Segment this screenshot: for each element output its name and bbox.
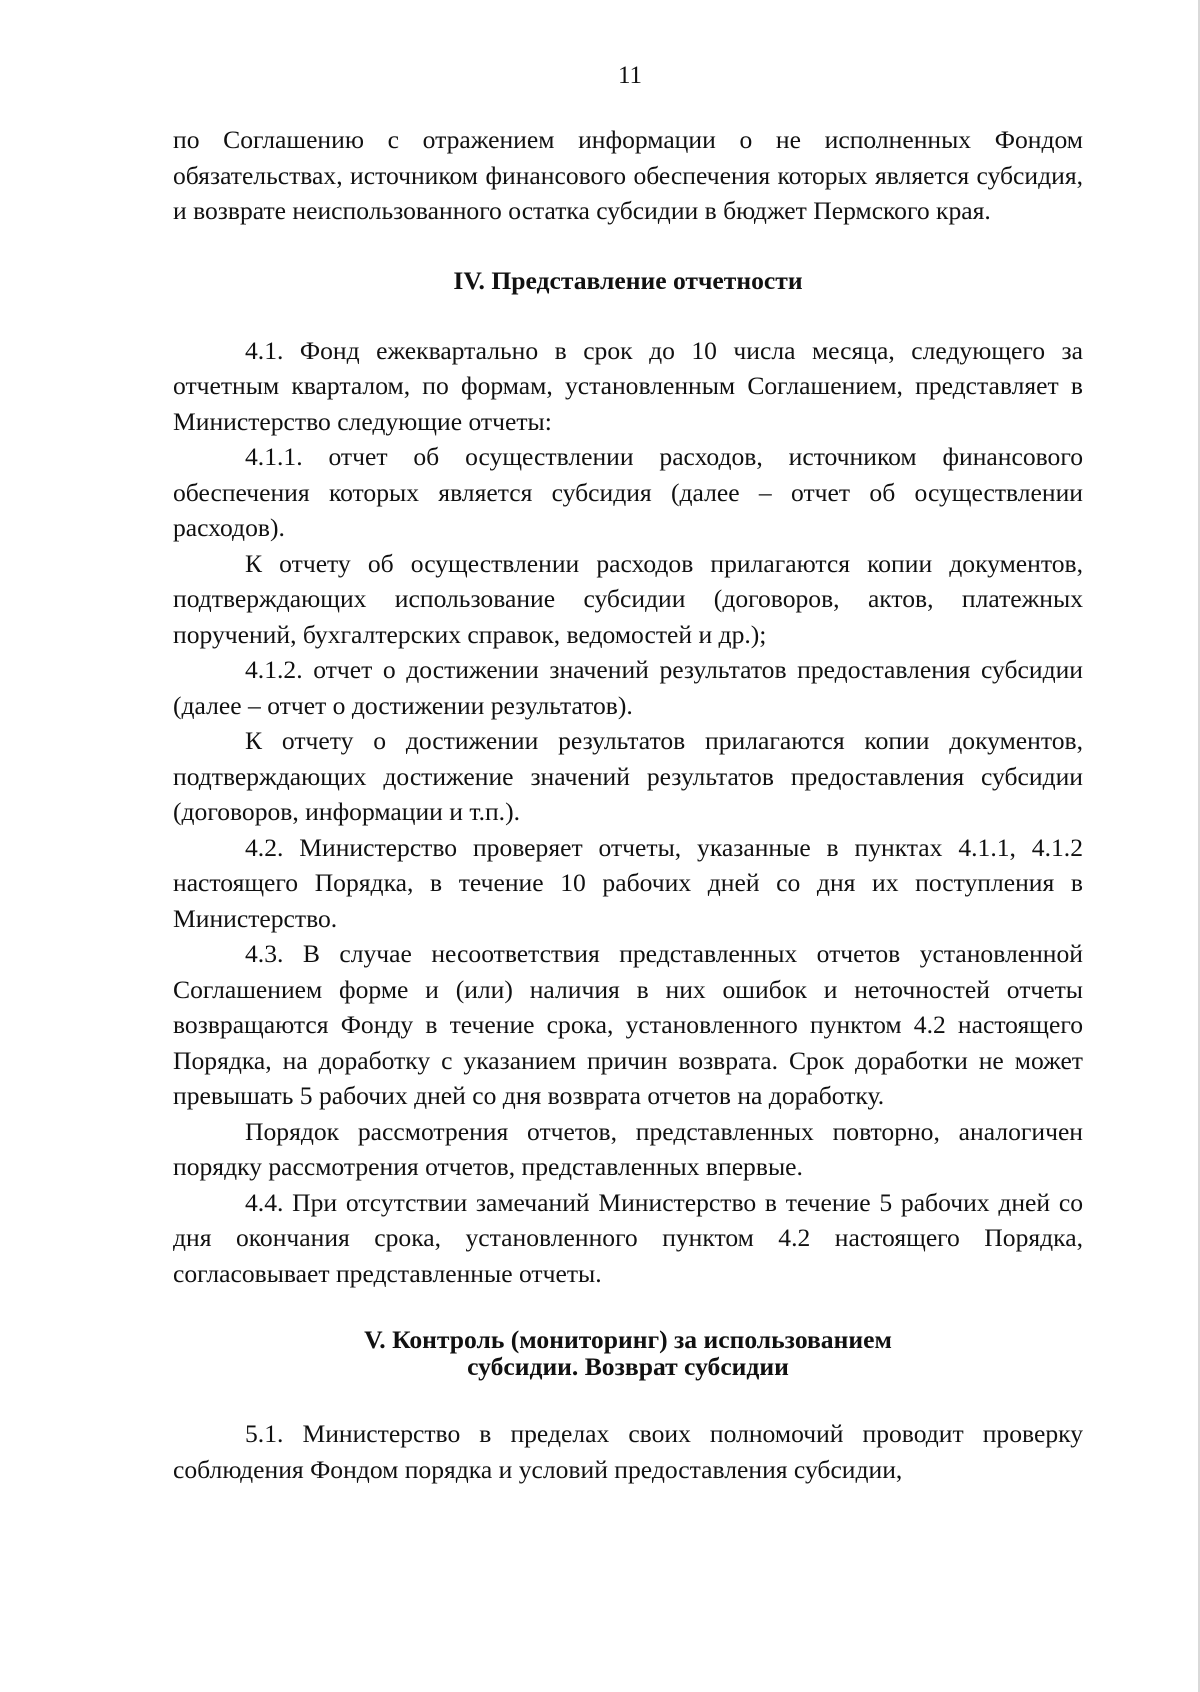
paragraph-4-2: 4.2. Министерство проверяет отчеты, указанные в пунктах 4.1.1, 4.1.2 настоящего Порядка, в течение 10 рабочих дней со дня их поступления в Министерство. [173,832,1083,933]
paragraph-4-3-repeat: Порядок рассмотрения отчетов, представленных повторно, аналогичен порядку рассмотрения отчетов, представленных впервые. [173,1116,1083,1181]
paragraph-5-1: 5.1. Министерство в пределах своих полномочий проводит проверку соблюдения Фондом порядка и условий предоставления субсидии, [173,1419,1083,1484]
document-body [173,122,1083,1487]
paragraph-4-1-2: 4.1.2. отчет о достижении значений результатов предоставления субсидии (далее – отчет о достижении результатов). [173,655,1083,720]
paragraph-4-1-1: 4.1.1. отчет об осуществлении расходов, источником финансового обеспечения которых является субсидия (далее – отчет об осуществлении расходов). [173,442,1083,542]
paragraph-4-3: 4.3. В случае несоответствия представленных отчетов установленной Соглашением форме и (или) наличия в них ошибок и неточностей отчеты возвращаются Фонду в течение срока, установленного пунктом 4.2 настоящего Порядка, на доработку с указанием причин возврата. Срок доработки не может превышать 5 рабочих дней со дня возврата отчетов на доработку. [173,939,1083,1110]
page-number: 11 [617,62,643,89]
section-5-heading-line-1: V. Контроль (мониторинг) за использованием [364,1325,892,1354]
section-4-heading: IV. Представление отчетности [453,265,803,295]
paragraph-4-1: 4.1. Фонд ежеквартально в срок до 10 числа месяца, следующего за отчетным кварталом, по формам, установленным Соглашением, представляет в Министерство следующие отчеты: [173,335,1083,436]
paragraph-4-4: 4.4. При отсутствии замечаний Министерство в течение 5 рабочих дней со дня окончания срока, установленного пунктом 4.2 настоящего Порядка, согласовывает представленные отчеты. [173,1187,1083,1288]
section-5-heading-line-2: субсидии. Возврат субсидии [467,1352,789,1381]
paragraph-4-1-1-attachments: К отчету об осуществлении расходов прилагаются копии документов, подтверждающих использование субсидии (договоров, актов, платежных поручений, бухгалтерских справок, ведомостей и др.); [173,548,1083,649]
section-5-heading [173,1326,1083,1380]
intro-paragraph: по Соглашению с отражением информации о не исполненных Фондом обязательствах, источником финансового обеспечения которых является субсидия, и возврате неиспользованного остатка субсидии в бюджет Пермского края. [173,125,1083,225]
paragraph-4-1-2-attachments: К отчету о достижении результатов прилагаются копии документов, подтверждающих достижение значений результатов предоставления субсидии (договоров, информации и т.п.). [173,726,1083,826]
